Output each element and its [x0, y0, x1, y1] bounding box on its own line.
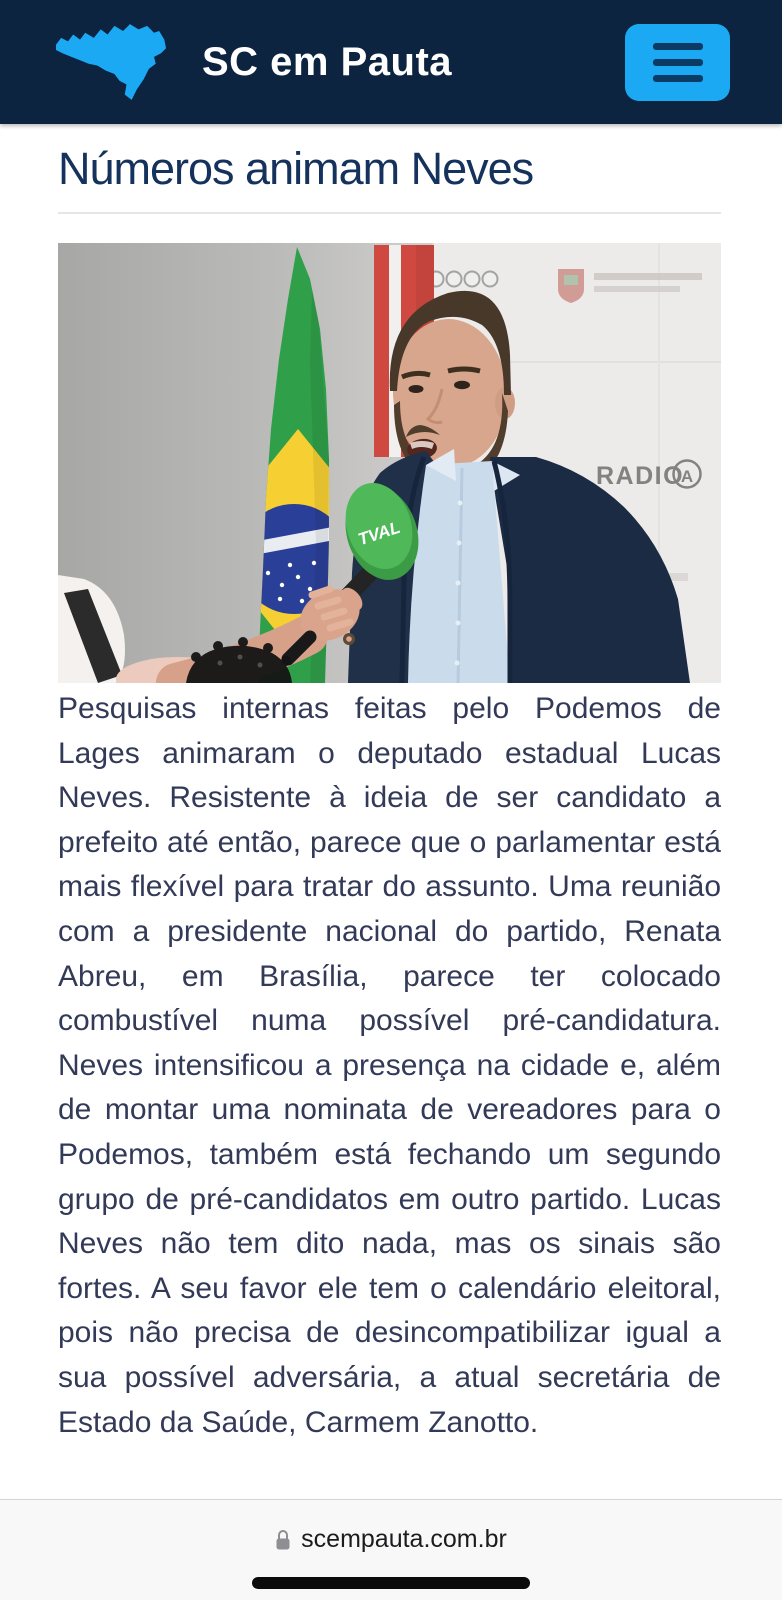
- lock-icon: [275, 1529, 291, 1551]
- title-divider: [58, 212, 721, 214]
- url-text: scempauta.com.br: [301, 1525, 507, 1553]
- site-title: SC em Pauta: [202, 39, 453, 84]
- article: [0, 140, 782, 1445]
- browser-bottom-bar: [0, 1499, 782, 1600]
- hamburger-menu-button[interactable]: [625, 24, 730, 101]
- article-photo: [58, 243, 721, 683]
- hamburger-menu-icon: [653, 43, 703, 50]
- site-header: [0, 0, 782, 124]
- url-bar[interactable]: [0, 1525, 782, 1554]
- radio-logo-word: RADIO: [596, 462, 685, 490]
- article-title: Números animam Neves: [58, 143, 534, 194]
- mic-channel-label: TVAL: [355, 517, 403, 550]
- interview-photo-illustration: [58, 243, 721, 683]
- article-body: Pesquisas internas feitas pelo Podemos de Lages animaram o deputado estadual Lucas Neves. Resistente à ideia de ser candidato a prefeito até então, parece que o parlamentar está mais flexível para tratar do assunto. Uma reunião com a presidente nacional do partido, Renata Abreu, em Brasília, parece ter colocado combustível numa possível pré-candidatura. Neves intensificou a presença na cidade e, além de montar uma nominata de vereadores para o Podemos, também está fechando um segundo grupo de pré-candidatos em outro partido. Lucas Neves não tem dito nada, mas os sinais são fortes. A seu favor ele tem o calendário eleitoral, pois não precisa de desincompatibilizar igual a sua possível adversária, a atual secretária de Estado da Saúde, Carmem Zanotto.: [58, 692, 721, 1439]
- home-indicator[interactable]: [252, 1577, 530, 1589]
- santa-catarina-map-icon: [50, 19, 172, 105]
- radio-logo-letter: A: [680, 467, 694, 486]
